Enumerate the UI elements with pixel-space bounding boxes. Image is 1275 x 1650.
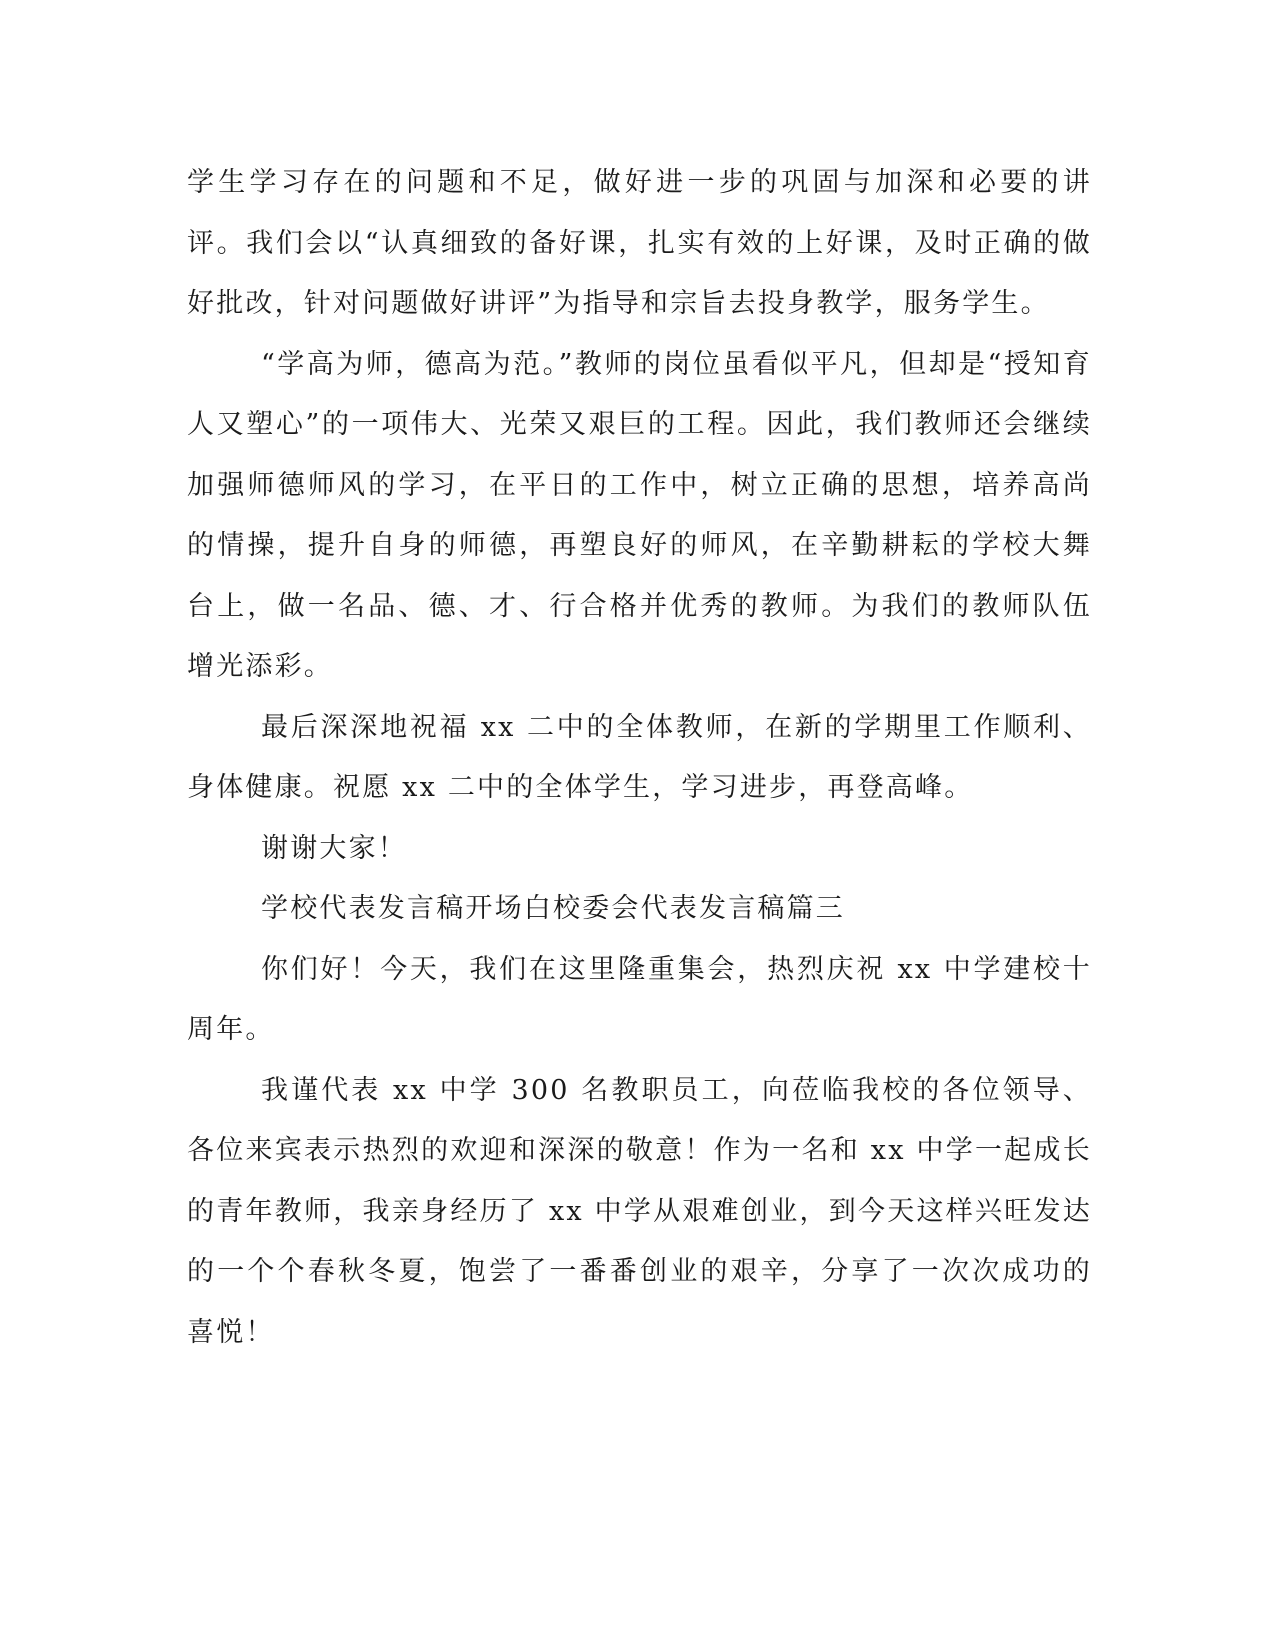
paragraph-5: 你们好！今天，我们在这里隆重集会，热烈庆祝 xx 中学建校十周年。	[187, 953, 1092, 1045]
paragraph-1: 学生学习存在的问题和不足，做好进一步的巩固与加深和必要的讲评。我们会以“认真细致的备好课，扎实有效的上好课，及时正确的做好批改，针对问题做好讲评”为指导和宗旨去投身教学，服务学生。	[187, 167, 1092, 319]
document-body	[187, 153, 1092, 1363]
paragraph-6: 我谨代表 xx 中学 300 名教职员工，向莅临我校的各位领导、各位来宾表示热烈的欢迎和深深的敬意！作为一名和 xx 中学一起成长的青年教师，我亲身经历了 xx 中学从艰难创业，到今天这样兴旺发达的一个个春秋冬夏，饱尝了一番番创业的艰辛，分享了一次次成功的喜悦！	[187, 1074, 1092, 1348]
paragraph-4: 谢谢大家！	[261, 832, 407, 864]
paragraph-3: 最后深深地祝福 xx 二中的全体教师，在新的学期里工作顺利、身体健康。祝愿 xx 二中的全体学生，学习进步，再登高峰。	[187, 711, 1092, 803]
section-heading: 学校代表发言稿开场白校委会代表发言稿篇三	[261, 893, 845, 924]
paragraph-2: “学高为师，德高为范。”教师的岗位虽看似平凡，但却是“授知育人又塑心”的一项伟大、光荣又艰巨的工程。因此，我们教师还会继续加强师德师风的学习，在平日的工作中，树立正确的思想，培养高尚的情操，提升自身的师德，再塑良好的师风，在辛勤耕耘的学校大舞台上，做一名品、德、才、行合格并优秀的教师。为我们的教师队伍增光添彩。	[187, 348, 1092, 682]
